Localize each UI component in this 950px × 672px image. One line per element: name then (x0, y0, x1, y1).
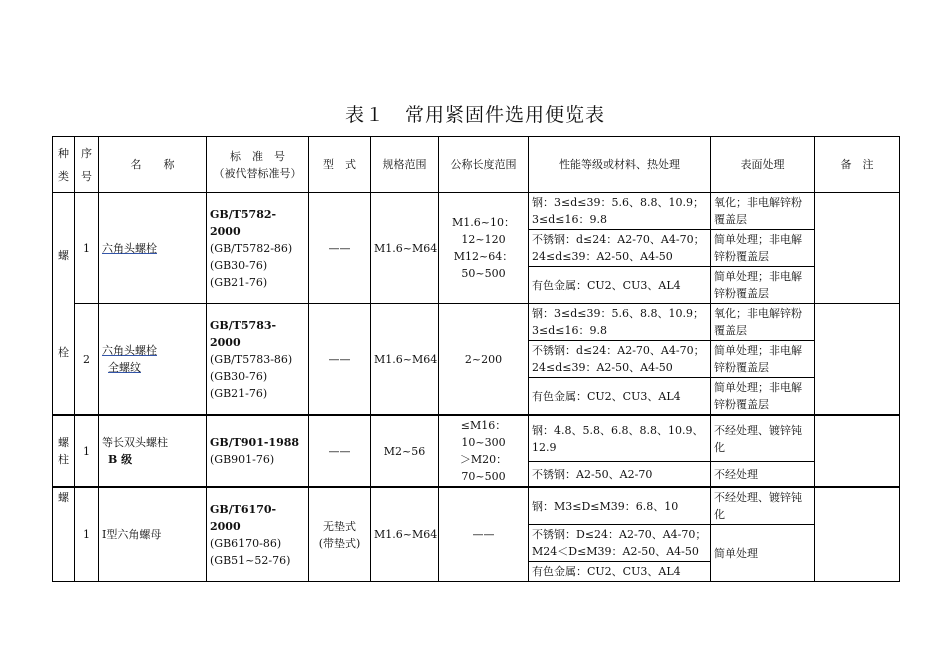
name-cell: Ⅰ型六角螺母 (99, 487, 207, 582)
surface-cell: 不经处理、镀锌钝 化 (711, 487, 815, 525)
grade-cell: 不锈钢：A2-50、A2-70 (529, 462, 711, 487)
grade-cell: 钢：4.8、5.8、6.8、8.8、10.9、12.9 (529, 415, 711, 462)
header-grade: 性能等级或材料、热处理 (529, 137, 711, 193)
table-row (53, 415, 900, 462)
spec-cell: M1.6~M64 (371, 487, 439, 582)
header-seq: 序 号 (75, 137, 99, 193)
header-remark: 备 注 (815, 137, 900, 193)
surface-cell: 简单处理；非电解 锌粉覆盖层 (711, 341, 815, 378)
surface-cell: 氧化；非电解锌粉 覆盖层 (711, 304, 815, 341)
category-bolt: 螺 栓 (53, 193, 75, 416)
header-surface: 表面处理 (711, 137, 815, 193)
seq-cell: 2 (75, 304, 99, 416)
grade-cell: 不锈钢：D≤24：A2-70、A4-70； M24＜D≤M39：A2-50、A4-50 (529, 525, 711, 562)
standard-cell: GB/T5783-2000 (GB/T5783-86) (GB30-76) (GB21-76) (207, 304, 309, 416)
grade-cell: 有色金属：CU2、CU3、AL4 (529, 378, 711, 416)
header-row (53, 137, 900, 193)
name-cell: 等长双头螺柱 B 级 (99, 415, 207, 487)
standard-cell: GB/T6170-2000 (GB6170-86) (GB51~52-76) (207, 487, 309, 582)
surface-cell: 简单处理 (711, 525, 815, 582)
grade-cell: 钢：3≤d≤39：5.6、8.8、10.9； 3≤d≤16：9.8 (529, 304, 711, 341)
standard-cell: GB/T901-1988 (GB901-76) (207, 415, 309, 487)
seq-cell: 1 (75, 415, 99, 487)
name-link[interactable]: 全螺纹 (108, 361, 141, 374)
name-cell (99, 193, 207, 304)
category-nut: 螺 (53, 487, 75, 582)
table-row (53, 304, 900, 341)
grade-cell: 不锈钢：d≤24：A2-70、A4-70； 24≤d≤39：A2-50、A4-50 (529, 230, 711, 267)
remark-cell (815, 415, 900, 487)
grade-cell: 有色金属：CU2、CU3、AL4 (529, 267, 711, 304)
seq-cell: 1 (75, 193, 99, 304)
header-standard: 标 准 号 （被代替标准号） (207, 137, 309, 193)
name-cell (99, 304, 207, 416)
type-cell: —— (309, 304, 371, 416)
surface-cell: 氧化；非电解锌粉 覆盖层 (711, 193, 815, 230)
type-cell: 无垫式 (带垫式) (309, 487, 371, 582)
grade-cell: 不锈钢：d≤24：A2-70、A4-70； 24≤d≤39：A2-50、A4-50 (529, 341, 711, 378)
surface-cell: 不经处理、镀锌钝 化 (711, 415, 815, 462)
grade-cell: 有色金属：CU2、CU3、AL4 (529, 562, 711, 582)
spec-cell: M1.6~M64 (371, 304, 439, 416)
category-stud: 螺 柱 (53, 415, 75, 487)
grade-cell: 钢：3≤d≤39：5.6、8.8、10.9； 3≤d≤16：9.8 (529, 193, 711, 230)
type-cell: —— (309, 193, 371, 304)
header-spec: 规格范围 (371, 137, 439, 193)
seq-cell: 1 (75, 487, 99, 582)
table-title: 表１ 常用紧固件选用便览表 (344, 104, 605, 126)
name-link[interactable]: 六角头螺栓 (102, 241, 157, 255)
length-cell: 2~200 (439, 304, 529, 416)
header-length: 公称长度范围 (439, 137, 529, 193)
length-cell: M1.6~10： 12~120 M12~64： 50~500 (439, 193, 529, 304)
header-name: 名 称 (99, 137, 207, 193)
table-row (53, 193, 900, 230)
remark-cell (815, 304, 900, 416)
spec-cell: M1.6~M64 (371, 193, 439, 304)
remark-cell (815, 487, 900, 582)
header-type: 型 式 (309, 137, 371, 193)
remark-cell (815, 193, 900, 304)
surface-cell: 简单处理；非电解 锌粉覆盖层 (711, 267, 815, 304)
fastener-table (52, 136, 900, 582)
type-cell: —— (309, 415, 371, 487)
surface-cell: 不经处理 (711, 462, 815, 487)
standard-cell: GB/T5782-2000 (GB/T5782-86) (GB30-76) (GB21-76) (207, 193, 309, 304)
spec-cell: M2~56 (371, 415, 439, 487)
surface-cell: 简单处理；非电解 锌粉覆盖层 (711, 230, 815, 267)
length-cell: ≤M16：10~300 ＞M20：70~500 (439, 415, 529, 487)
table-row (53, 487, 900, 525)
header-kind: 种 类 (53, 137, 75, 193)
length-cell: —— (439, 487, 529, 582)
grade-cell: 钢：M3≤D≤M39：6.8、10 (529, 487, 711, 525)
surface-cell: 简单处理；非电解 锌粉覆盖层 (711, 378, 815, 416)
name-link[interactable]: 六角头螺栓 (102, 344, 157, 357)
